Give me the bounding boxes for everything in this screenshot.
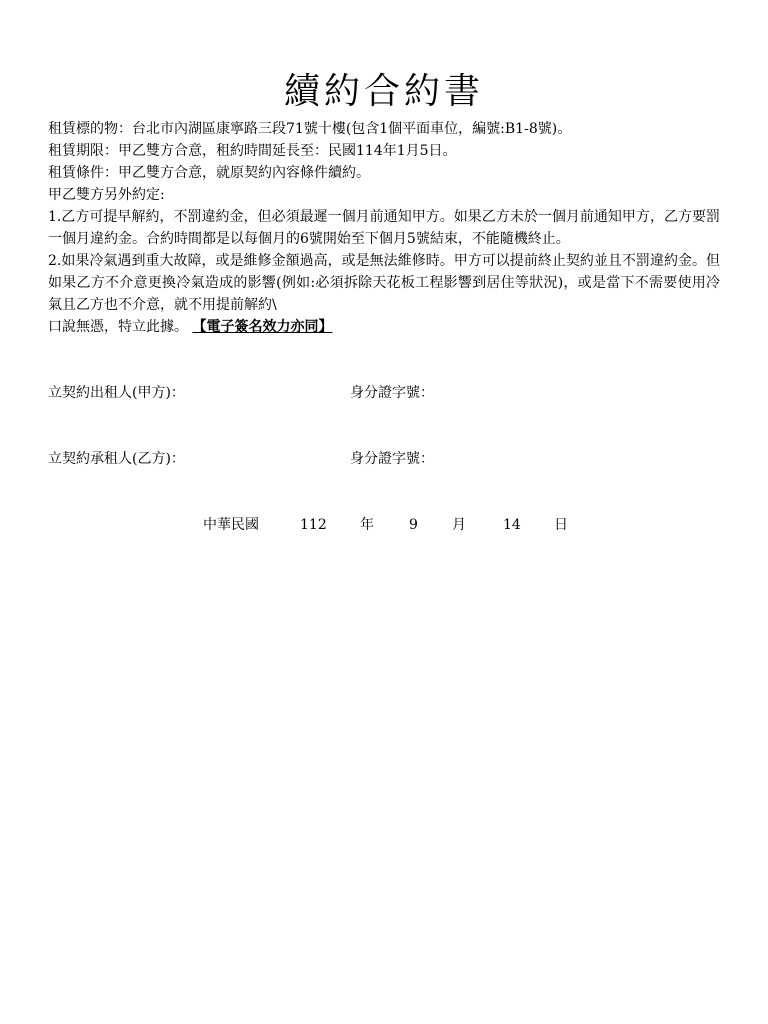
lessor-id-label: 身分證字號： <box>350 385 434 401</box>
signing-date <box>0 514 768 536</box>
date-year: 112 <box>300 517 327 533</box>
lessee-label: 立契約承租人(乙方)： <box>48 451 185 467</box>
date-month: 9 <box>409 517 418 533</box>
esign-note: 【電子簽名效力亦同】 <box>192 319 333 335</box>
date-month-unit: 月 <box>452 517 466 533</box>
closing-line <box>48 316 720 338</box>
conditions-line: 租賃條件：甲乙雙方合意，就原契約內容條件續約。 <box>48 165 370 181</box>
date-era: 中華民國 <box>203 517 259 533</box>
clause-2: 2.如果冷氣遇到重大故障，或是維修金額過高，或是無法維修時。甲方可以提前終止契約並且不罰違約金。但如果乙方不介意更換冷氣造成的影響(例如:必須拆除天花板工程影響到居住等狀況)，或是當下不需要使用冷氣且乙方也不介意，就不用提前解約\ <box>48 253 720 313</box>
date-day: 14 <box>503 517 521 533</box>
additional-terms-header: 甲乙雙方另外約定: <box>48 187 165 203</box>
document-title: 續約合約書 <box>283 71 484 112</box>
date-year-unit: 年 <box>360 517 374 533</box>
property-line: 租賃標的物：台北市內湖區康寧路三段71號十樓(包含1個平面車位，編號:B1-8號)。 <box>48 121 572 137</box>
lessor-label: 立契約出租人(甲方)： <box>48 385 185 401</box>
period-line: 租賃期限：甲乙雙方合意，租約時間延長至：民國114年1月5日。 <box>48 143 457 159</box>
clause-1: 1.乙方可提早解約，不罰違約金，但必須最遲一個月前通知甲方。如果乙方未於一個月前通知甲方，乙方要罰一個月違約金。合約時間都是以每個月的6號開始至下個月5號結束，不能隨機終止。 <box>48 209 720 247</box>
closing-text: 口說無憑，特立此據。 <box>48 319 188 335</box>
contract-body <box>48 118 720 338</box>
date-day-unit: 日 <box>554 517 568 533</box>
lessee-id-label: 身分證字號： <box>350 451 434 467</box>
